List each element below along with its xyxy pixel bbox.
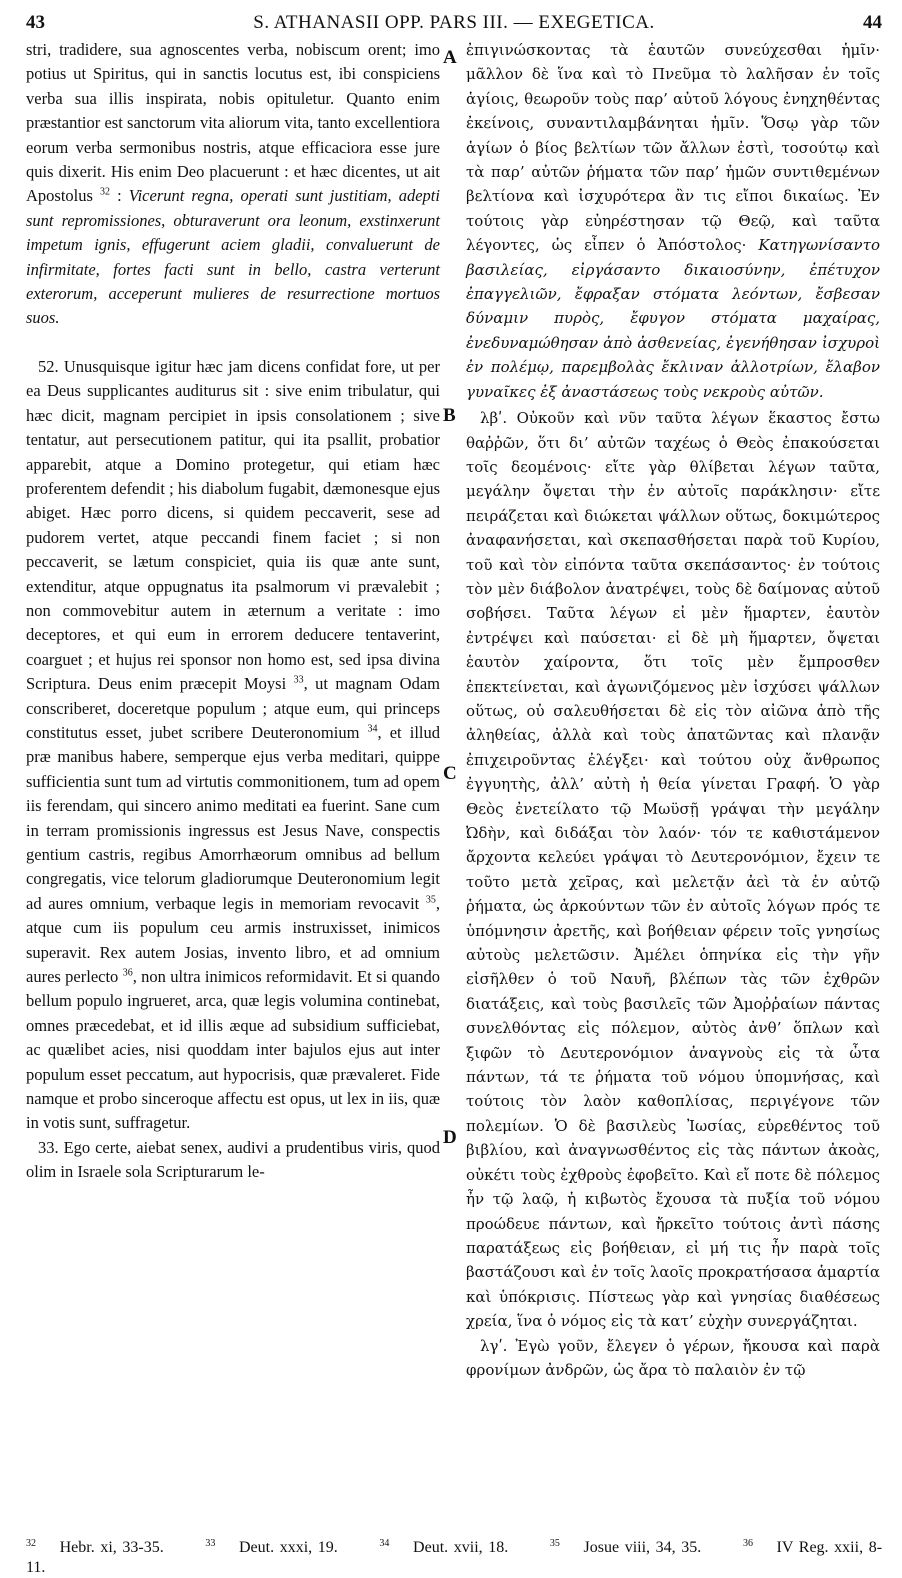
margin-letter-d: D: [443, 1127, 457, 1148]
latin-text: , non ultra inimicos reformidavit. Et si quando bellum populo ingrueret, arca, quæ legis volumina continebat, omnes præcedebat, et id illis æque ad subsidium sufficiebat, ac quælibet acies, nisi quoddam inter bajulos ejus aut inter populum esset peccatum, aut hypocrisis, quæ prævaleret. Fide namque et probo sinceroque affectu est opus, ut lex in iis, quæ in votis sunt, suffragetur.: [26, 967, 441, 1133]
footnote-32: [26, 1539, 182, 1556]
footnote-ref: 33: [293, 674, 304, 686]
footnote-text: Josue viii, 34, 35.: [577, 1539, 702, 1556]
footnote-ref: 35: [425, 894, 436, 906]
footnote-34: [379, 1539, 526, 1556]
footnote-number: 33: [205, 1537, 216, 1549]
footnote-33: [205, 1539, 355, 1556]
greek-paragraph-33: λγʹ. Ἐγὼ γοῦν, ἔλεγεν ὁ γέρων, ἤκουσα καὶ παρὰ φρονίμων ἀνδρῶν, ὡς ἄρα τὸ παλαιὸν ἐν τῷ: [466, 1336, 880, 1379]
footnote-ref: 36: [122, 967, 133, 979]
footnote-number: 36: [742, 1537, 753, 1549]
latin-paragraph-53: 33. Ego certe, aiebat senex, audivi a prudentibus viris, quod olim in Israele sola Scripturarum le-: [26, 1137, 440, 1182]
latin-scripture-quote: Vicerunt regna, operati sunt justitiam, adepti sunt repromissiones, obturaverunt ora leonum, exstinxerunt impetum ignis, effugerunt aciem gladii, convaluerunt de infirmitate, fortes facti sunt in bello, castra verterunt exterorum, acceperunt mulieres de resurrectione mortuos suos.: [26, 186, 440, 328]
page-number-left: 43: [26, 12, 45, 33]
footnote-number: 32: [26, 1537, 36, 1549]
greek-paragraph-32: λβʹ. Οὐκοῦν καὶ νῦν ταῦτα λέγων ἕκαστος ἔστω θαῤῥῶν, ὅτι δι’ αὐτῶν ταχέως ὁ Θεὸς ἐπακούσεται τοῖς δεομένοις· εἴτε γὰρ θλίβεται λέγων ταῦτα, μεγάλην ὄψεται τὴν ἐν αὐτοῖς παράκλησιν· εἴτε πειράζεται καὶ διώκεται ψάλλων οὕτως, δοκιμώτερος ἀναφανήσεται, καὶ σκεπασθήσεται παρὰ τοῦ Κυρίου, τοῦ καὶ τὸν εἰπόντα ταῦτα σκεπάσαντος· ἐν τούτοις τὸν μὲν διάβολον ἀνατρέψει, τοὺς δὲ δαίμονας αὐτοῦ σοβήσει. Ταῦτα λέγων εἰ μὲν ἥμαρτεν, ἑαυτὸν ἐντρέψει καὶ παύσεται· εἰ δὲ μὴ ἥμαρτεν, ὄψεται ἑαυτὸν χαίροντα, ὅτι τοῖς μὲν ἔμπροσθεν ἐπεκτείνεται, καὶ ἀγωνιζόμενος μὲν ἰσχύσει ψάλλων οὕτως, οὐ σαλευθήσεται δὲ εἰς τὸν αἰῶνα ἀπὸ τῆς ἀληθείας, ἀλλὰ καὶ τοὺς ἀπατῶντας καὶ πλανᾷν ἐπιχειροῦντας ἐλέγξει· καὶ τούτου οὐχ ἄνθρωπος ἐγγυητὴς, ἀλλ’ αὐτὴ ἡ θεία γίνεται Γραφή. Ὁ γὰρ Θεὸς ἐνετείλατο τῷ Μωϋσῇ γράψαι τὴν μεγάλην Ὠδὴν, καὶ διδάξαι τὸν λαόν· τόν τε καθιστάμενον ἄρχοντα κελεύει γράψαι τὸ Δευτερονόμιον, ἔχειν τε τοῦτο μετὰ χεῖρας, καὶ μελετᾷν ἀεὶ τὰ ἐν αὐτῷ ῥήματα, ὡς ἀρκούντων τῶν ἐν αὐτοῖς λόγων πρός τε ὑπόμνησιν ἀρετῆς, καὶ βοήθειαν φέρειν τοῖς γνησίως αὐτοὺς μελετῶσιν. Ἀμέλει ὁπηνίκα εἰς τὴν γῆν εἰσῆλθεν ὁ τοῦ Ναυῆ, βλέπων τὰς τῶν ἐχθρῶν διατάξεις, καὶ τοὺς βασιλεῖς τῶν Ἀμοῤῥαίων πάντας συνελθόντας εἰς πόλεμον, αὐτὸς ἀνθ’ ὅπλων καὶ ξιφῶν τὸ Δευτερονόμιον ἀναγνοὺς εἰς τὰ ὦτα πάντων, τά τε ῥήματα τοῦ νόμου ὑπομνήσας, καὶ τούτοις τὸν λαὸν καθοπλίσας, περιγέγονε τῶν πολεμίων. Ὁ δὲ βασιλεὺς Ἰωσίας, εὑρεθέντος τοῦ βιβλίου, καὶ ἀναγνωσθέντος εἰς τὰς πάντων ἀκοὰς, οὐκέτι τοὺς ἐχθροὺς ἐφοβεῖτο. Καὶ εἴ ποτε δὲ πόλεμος ἦν τῷ λαῷ, ἡ κιβωτὸς ἔχουσα τὰ πυξία τοῦ νόμου προώδευε πάντων, καὶ ἤρκεῖτο τούτοις ἀντὶ πάσης παρατάξεως εἰς βοήθειαν, εἰ μή τις ἦν παρὰ τοῖς βαστάζουσι καὶ ἐν τοῖς λαοῖς προκρατήσασα ἁμαρτία καὶ ὑπόκρισις. Πίστεως γὰρ καὶ γνησίας διαθέσεως χρεία, ἵνα ὁ νόμος εἰς τὰ κατ’ εὐχὴν συνεργάζηται.: [466, 409, 880, 1331]
footnote-number: 34: [379, 1537, 390, 1549]
latin-text: stri, tradidere, sua agnoscentes verba, nobiscum orent; imo potius ut Spiritus, qui in sanctis locutus est, ibi conspiciens verba sua illis inspirata, nobis opituletur. Quanto enim præstantior est sanctorum vita aliorum vita, tanto excellentiora eorum verba sermonibus nostris, atque efficaciora esse jure quis dixerit. His enim Deo placuerunt : et hæc dicentes, ut ait Apostolus: [26, 40, 440, 206]
margin-letter-a: A: [443, 47, 457, 68]
greek-scripture-quote: Κατηγωνίσαντο βασιλείας, εἰργάσαντο δικαιοσύνην, ἐπέτυχον ἐπαγγελιῶν, ἔφραξαν στόματα λεόντων, ἔσβεσαν δύναμιν πυρὸς, ἔφυγον στόματα μαχαίρας, ἐνεδυναμώθησαν ἀπὸ ἀσθενείας, ἐγενήθησαν ἰσχυροὶ ἐν πολέμῳ, παρεμβολὰς ἔκλιναν ἀλλοτρίων, ἔλαβον γυναῖκες ἐξ ἀναστάσεως τοὺς νεκροὺς αὐτῶν.: [466, 236, 880, 401]
margin-letter-c: C: [443, 763, 457, 784]
footnotes: [26, 1538, 882, 1578]
latin-paragraph-continued: [26, 38, 440, 331]
margin-letter-b: B: [443, 405, 456, 426]
latin-text: , atque cum iis populum ceu armis instruxisset, inimicos superavit. Rex autem Josias, invento libro, et ad omnium aures perlecto: [26, 893, 440, 987]
page-number-right: 44: [863, 12, 882, 33]
greek-column: [466, 38, 880, 1382]
footnote-text: Hebr. xi, 33-35.: [54, 1539, 164, 1556]
latin-text: :: [110, 186, 129, 206]
latin-text: , ut magnam Odam conscriberet, doceretque populum ; atque eum, qui princeps constitutus esset, jubet scribere Deuteronomium: [26, 674, 440, 742]
latin-column: [26, 38, 440, 1185]
running-header: [26, 10, 882, 36]
footnote-35: [550, 1539, 719, 1556]
greek-text: ἐπιγινώσκοντας τὰ ἑαυτῶν συνεύχεσθαι ἡμῖν· μᾶλλον δὲ ἵνα καὶ τὸ Πνεῦμα τὸ λαλῆσαν ἐν τοῖς ἁγίοις, θεωροῦν τοὺς παρ’ αὐτοῦ λόγους ἐνηχηθέντας ἐκείνοις, συναντιλαμβάνηται ἡμῖν. Ὅσῳ γὰρ τῶν ἁγίων ὁ βίος βελτίων τῶν ἄλλων ἐστὶ, τοσούτῳ καὶ τὰ παρ’ αὐτῶν ῥήματα τῶν παρ’ ἡμῶν συντιθεμένων βελτίονα καὶ ἰσχυρότερα ἂν τις εἴποι δικαίως. Ἐν τούτοις γὰρ εὐηρέστησαν τῷ Θεῷ, καὶ ταῦτα λέγοντες, ὡς εἶπεν ὁ Ἀπόστολος·: [466, 41, 880, 255]
footnote-text: IV Reg. xxii, 8-11.: [26, 1539, 883, 1576]
footnote-ref: 34: [367, 723, 378, 735]
latin-text: , et illud præ manibus habere, semperque ejus verba meditari, quippe sufficientia sunt tum ad virtutis commonitionem, tum ad opem iis ferendam, qui sincero animo meditati ea fuerint. Sane cum in terram promissionis ingressus est Jesus Nave, conspectis gentium castris, regibus Amorrhæorum omnibus ad bellum congregatis, vice telorum gladiorumque Deuteronomium legit ad aures omnium, verbaque legis in memoriam revocavit: [26, 722, 440, 913]
running-title: S. ATHANASII OPP. PARS III. — EXEGETICA.: [253, 12, 655, 33]
latin-text: 52. Unusquisque igitur hæc jam dicens confidat fore, ut per ea Deus supplicantes auditurus sit : sive enim tribulatur, qui hæc dicit, magnam percipiet in ipsis consolationem ; sive tentatur, aut persecutionem patitur, qui ita psallit, probatior apparebit, atque a Domino protegetur, qui etiam hæc proferentem defendit ; his diabolum fugabit, dæmonesque ejus abiget. Hæc porro dicens, si quidem peccaverit, sese ad pudorem vertet, atque peccandi finem faciet ; si non peccaverit, se lætum conspiciet, quia iis quæ ante sunt, extenditur, atque oppugnatus ita psalmorum vi prævalebit ; non commovebitur autem in æternum a veritate : imo deceptores, et qui eum in errorem deducere tentaverint, coarguet ; et hujus rei sponsor non homo est, sed ipsa divina Scriptura. Deus enim præcepit Moysi: [26, 356, 440, 694]
latin-paragraph-52: [26, 355, 440, 1136]
footnote-ref: 32: [100, 186, 110, 198]
footnote-text: Deut. xvii, 18.: [407, 1539, 509, 1556]
footnote-number: 35: [549, 1537, 560, 1549]
footnote-text: Deut. xxxi, 19.: [233, 1539, 338, 1556]
greek-paragraph-continued: [466, 38, 880, 404]
